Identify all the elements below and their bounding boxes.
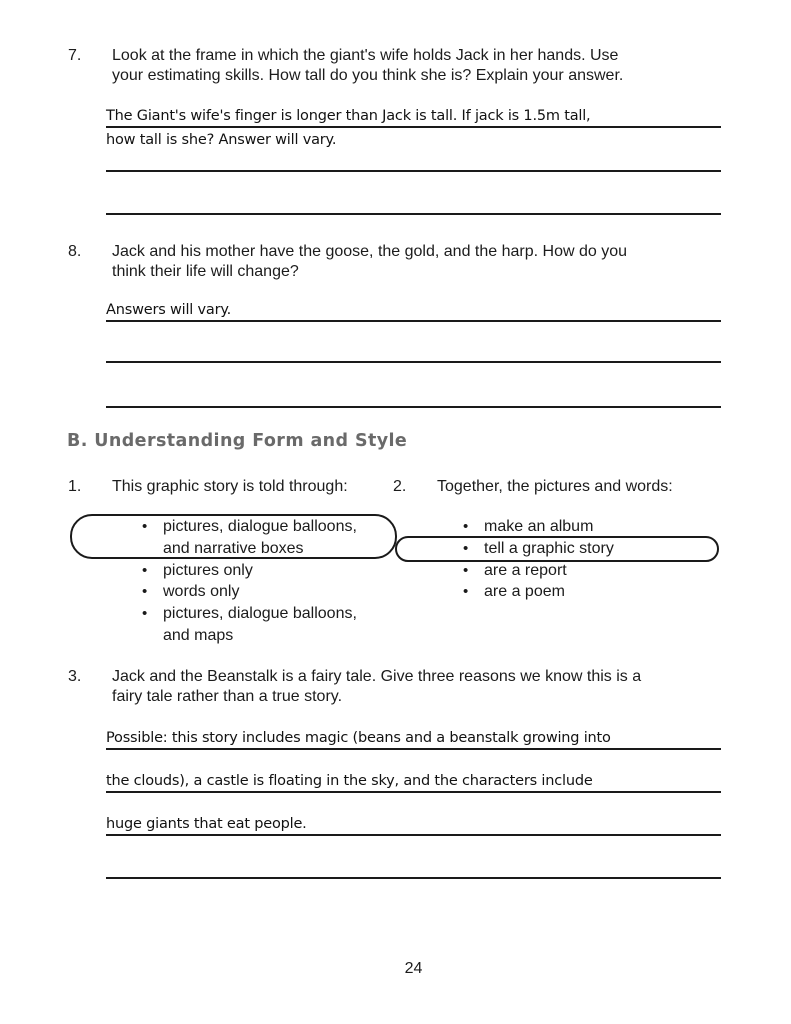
question-7-answer-line-1 <box>106 102 721 128</box>
question-7-text-line-1: Look at the frame in which the giant's wife holds Jack in her hands. Use <box>112 47 619 64</box>
bullet-icon: • <box>463 539 469 557</box>
question-3-answer-text-2: the clouds), a castle is floating in the sky, and the characters include <box>106 773 593 789</box>
section-b-heading: B. Understanding Form and Style <box>67 431 408 451</box>
page-number: 24 <box>404 960 423 977</box>
option-item <box>142 581 378 603</box>
option-text: make an album <box>484 518 594 535</box>
answer-circle-q1 <box>70 514 397 559</box>
option-text: tell a graphic story <box>484 539 614 557</box>
question-3-answer-text-1: Possible: this story includes magic (beans and a beanstalk growing into <box>106 730 611 746</box>
question-8-answer-text: Answers will vary. <box>106 302 232 318</box>
question-3-number: 3. <box>68 668 82 685</box>
option-text: pictures, dialogue balloons, and narrative boxes <box>163 518 357 557</box>
question-1-text: This graphic story is told through: <box>112 478 348 495</box>
blank-answer-rule <box>106 361 721 363</box>
bullet-icon: • <box>142 518 148 535</box>
option-item <box>142 603 378 647</box>
option-text: are a poem <box>484 583 565 601</box>
bullet-icon: • <box>142 561 148 579</box>
question-2-text: Together, the pictures and words: <box>437 478 673 495</box>
blank-answer-rule <box>106 877 721 879</box>
option-text: pictures only <box>163 561 253 579</box>
blank-answer-rule <box>106 406 721 408</box>
option-text: words only <box>163 583 240 601</box>
question-7-answer-text-2: how tall is she? Answer will vary. <box>106 132 337 148</box>
option-item <box>142 560 378 582</box>
question-3-answer-line-3 <box>106 810 721 836</box>
question-3-text-line-2: fairy tale rather than a true story. <box>112 688 343 705</box>
question-8-text-line-1: Jack and his mother have the goose, the gold, and the harp. How do you <box>112 243 627 260</box>
question-7-text-line-2: your estimating skills. How tall do you think she is? Explain your answer. <box>112 67 624 84</box>
question-8-number: 8. <box>68 243 82 260</box>
option-item <box>463 560 684 582</box>
question-8-answer-line <box>106 296 721 322</box>
option-text: are a report <box>484 561 567 579</box>
question-3-text-line-1: Jack and the Beanstalk is a fairy tale. Give three reasons we know this is a <box>112 668 642 685</box>
bullet-icon: • <box>463 518 469 535</box>
question-1-number: 1. <box>68 478 82 495</box>
question-3-answer-line-2 <box>106 767 721 793</box>
question-3-answer-line-1 <box>106 724 721 750</box>
question-2-number: 2. <box>393 478 407 495</box>
bullet-icon: • <box>142 583 148 601</box>
bullet-icon: • <box>463 561 469 579</box>
option-item <box>463 581 684 603</box>
question-8-text-line-2: think their life will change? <box>112 263 299 280</box>
blank-answer-rule <box>106 170 721 172</box>
answer-circle-q2 <box>395 536 719 562</box>
question-7-number: 7. <box>68 47 82 64</box>
option-item <box>463 516 684 538</box>
bullet-icon: • <box>463 583 469 601</box>
bullet-icon: • <box>142 605 148 623</box>
question-3-answer-text-3: huge giants that eat people. <box>106 816 307 832</box>
question-7-answer-text-1: The Giant's wife's finger is longer than Jack is tall. If jack is 1.5m tall, <box>106 108 591 124</box>
blank-answer-rule <box>106 213 721 215</box>
option-text: pictures, dialogue balloons, and maps <box>163 605 357 644</box>
